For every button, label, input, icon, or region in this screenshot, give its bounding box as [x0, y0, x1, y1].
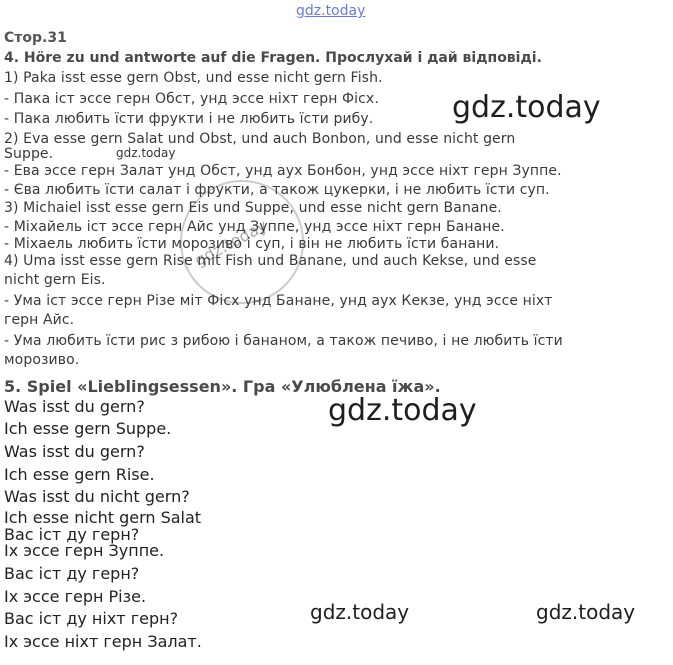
task4-line: - Ума іст эссе герн Різе міт Фісх унд Банане, унд аух Кекзе, унд эссе ніхт — [4, 293, 553, 309]
task4-line: 3) Michaiel isst esse gern Eis und Suppe, und esse nicht gern Banane. — [4, 200, 502, 216]
task4-line: - Єва любить їсти салат і фрукти, а також цукерки, і не любить їсти суп. — [4, 182, 550, 198]
task5-line: Ich esse gern Suppe. — [4, 419, 172, 438]
watermark-stamp-text: gdz.today — [191, 215, 271, 270]
task5-line: Was isst du gern? — [4, 397, 145, 416]
task5-title: 5. Spiel «Lieblingsessen». Гра «Улюблена їжа». — [4, 377, 441, 396]
task4-line: nicht gern Eis. — [4, 272, 106, 288]
watermark-small: gdz.today — [116, 146, 176, 160]
task4-title: 4. Höre zu und antworte auf die Fragen. Прослухай і дай відповіді. — [4, 50, 542, 66]
task5-line: Вас іст ду герн? — [4, 564, 140, 583]
task4-line: Suppe. — [4, 146, 54, 162]
task5-line: Ich esse gern Rise. — [4, 465, 155, 484]
page-label: Стор.31 — [4, 30, 67, 46]
watermark: gdz.today — [328, 393, 477, 428]
task4-line: 2) Eva esse gern Salat und Obst, und auch Bonbon, und esse nicht gern — [4, 131, 516, 147]
task4-line: 1) Paka isst esse gern Obst, und esse nicht gern Fish. — [4, 70, 383, 86]
task4-line: - Пака любить їсти фрукти і не любить їсти рибу. — [4, 111, 374, 127]
task5-line: Вас іст ду герн? — [4, 525, 140, 544]
task4-line: 4) Uma isst esse gern Rise mit Fish und Banane, und auch Kekse, und esse — [4, 253, 537, 269]
task4-line: - Міхаель любить їсти морозиво і суп, і він не любить їсти банани. — [4, 236, 500, 252]
task5-line: Іх эссе герн Зуппе. — [4, 541, 165, 560]
task5-line: Іх эссе герн Різе. — [4, 587, 147, 606]
watermark: gdz.today — [536, 600, 636, 624]
task4-line: - Ума любить їсти рис з рибою і бананом, а також печиво, і не любить їсти — [4, 333, 563, 349]
task5-line: Ich esse nicht gern Salat — [4, 508, 202, 527]
task5-line: Вас іст ду ніхт герн? — [4, 609, 179, 628]
watermark: gdz.today — [452, 90, 601, 125]
watermark-top-link[interactable]: gdz.today — [296, 3, 366, 19]
task4-line: - Пака іст эссе герн Обст, унд эссе ніхт герн Фісх. — [4, 91, 379, 107]
task4-line: - Ева эссе герн Залат унд Обст, унд аух Бонбон, унд эссе ніхт герн Зуппе. — [4, 163, 562, 179]
task4-line: - Міхайель іст эссе герн Айс унд Зуппе, унд эссе ніхт герн Банане. — [4, 219, 505, 235]
task5-line: Іх эссе ніхт герн Залат. — [4, 632, 202, 651]
task4-line: морозиво. — [4, 352, 80, 368]
watermark: gdz.today — [310, 600, 410, 624]
task5-line: Was isst du gern? — [4, 442, 145, 461]
task4-line: герн Айс. — [4, 312, 75, 328]
task5-line: Was isst du nicht gern? — [4, 487, 190, 506]
